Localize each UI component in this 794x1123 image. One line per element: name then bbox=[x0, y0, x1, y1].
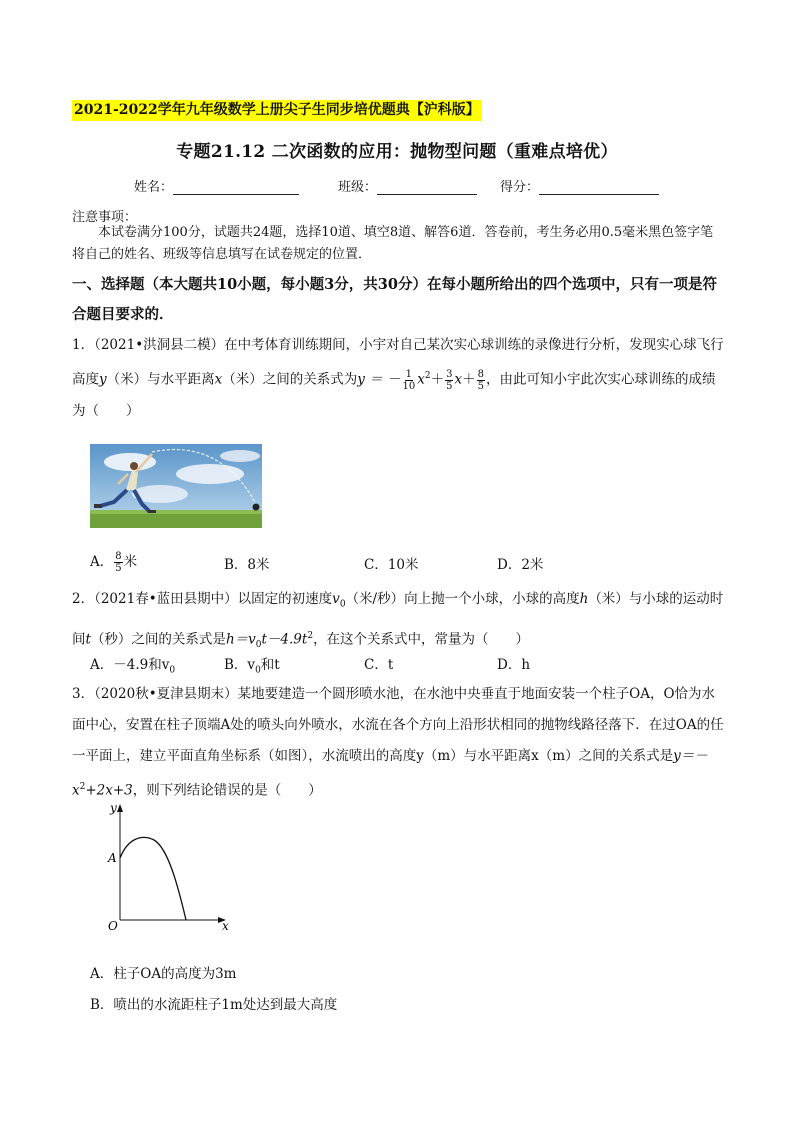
y-axis-arrow bbox=[117, 804, 123, 812]
question-text: ，由此可知小宇此次实心球训练的成绩为（ ） bbox=[72, 371, 716, 419]
fraction-8-5: $\frac{8}{5}$ bbox=[115, 551, 122, 574]
section-heading: 一、选择题（本大题共10小题，每小题3分，共30分）在每小题所给出的四个选项中，只有一项是符合题目要求的． bbox=[72, 276, 717, 323]
page-title: 专题21.12 二次函数的应用：抛物型问题（重难点培优） bbox=[176, 142, 618, 162]
score-field-group bbox=[500, 176, 659, 195]
parabola-graph bbox=[98, 802, 238, 936]
question-text: （米）之间的关系式为 bbox=[222, 371, 358, 388]
name-field-group bbox=[134, 176, 299, 195]
question-text: （米）与水平距离 bbox=[106, 371, 215, 388]
question-2: 2．（2021春•蓝田县期中）以固定的初速度$v_0$（米/秒）向上抛一个小球，小球的高度h（米）与小球的运动时间t（秒）之间的关系式是$h=v_0t-4.9t^2$，在这个关系式中，常量为（ ） bbox=[72, 591, 724, 650]
question-source: （2021•洪洞县二模） bbox=[94, 337, 225, 353]
question-source: （2020秋•夏津县期末） bbox=[94, 686, 238, 702]
q2-option-b[interactable]: B．$v_0$和t bbox=[224, 657, 280, 676]
fraction-1-10: $\frac{1}{10}$ bbox=[402, 368, 416, 392]
question-1: 1．（2021•洪洞县二模）在中考体育训练期间，小宇对自己某次实心球训练的录像进行分析，发现实心球飞行高度y（米）与水平距离x（米）之间的关系式为y ＝ － $\frac{1}{10}$ $x^2+$ $\frac{3}{5}$ x＋ $\frac{8}{5}$ ，由此可知小宇此次实心球训练的成绩为（ ） bbox=[72, 337, 724, 419]
x-axis-label: x bbox=[222, 919, 229, 933]
q2-option-a[interactable]: A．－4.9和$v_0$ bbox=[90, 657, 176, 676]
class-blank[interactable] bbox=[377, 180, 477, 195]
fraction-8-5: $\frac{8}{5}$ bbox=[477, 368, 484, 392]
q1-option-b[interactable]: B．8米 bbox=[224, 557, 270, 573]
series-title: 2021-2022学年九年级数学上册尖子生同步培优题典【沪科版】 bbox=[72, 100, 482, 121]
score-blank[interactable] bbox=[539, 180, 659, 195]
q2-option-c[interactable]: C．t bbox=[364, 657, 394, 673]
fraction-3-5: $\frac{3}{5}$ bbox=[446, 368, 453, 392]
q2-option-d[interactable]: D．h bbox=[497, 657, 531, 673]
q1-option-c[interactable]: C．10米 bbox=[364, 557, 419, 573]
question-source: （2021春•蓝田县期中） bbox=[94, 591, 238, 607]
class-label: 班级： bbox=[338, 180, 378, 195]
score-label: 得分： bbox=[500, 180, 540, 195]
var-x: x bbox=[214, 371, 223, 388]
q3-option-a[interactable]: A．柱子OA的高度为3m bbox=[90, 966, 237, 982]
question-number: 3． bbox=[72, 686, 95, 702]
var-y: y bbox=[99, 371, 107, 388]
notice-heading: 注意事项： bbox=[72, 210, 138, 225]
term-x: x bbox=[417, 371, 425, 388]
class-field-group bbox=[338, 176, 477, 195]
question-number: 1． bbox=[72, 337, 95, 353]
q1-option-d[interactable]: D．2米 bbox=[497, 557, 544, 573]
name-blank[interactable] bbox=[173, 180, 299, 195]
origin-label: O bbox=[108, 919, 118, 933]
q3-option-b[interactable]: B．喷出的水流距柱子1m处达到最大高度 bbox=[90, 997, 338, 1013]
y-axis-label: y bbox=[110, 802, 117, 815]
question-text: 在中考体育训练期间，小宇对自己某次实心球训练的录像进行分析，发现实心球飞行高度 bbox=[72, 337, 724, 388]
equation-lhs: y ＝ － bbox=[357, 371, 401, 388]
q1-option-a[interactable]: A． $\frac{8}{5}$ 米 bbox=[90, 551, 138, 574]
notice-body: 本试卷满分100分，试题共24题，选择10道、填空8道、解答6道．答卷前，考生务必用0.5毫米黑色签字笔将自己的姓名、班级等信息填写在试卷规定的位置． bbox=[72, 225, 714, 262]
shot-put-illustration bbox=[90, 444, 262, 528]
point-a-label: A bbox=[108, 851, 117, 865]
term-x: x bbox=[454, 371, 463, 388]
question-number: 2． bbox=[72, 591, 95, 607]
name-label: 姓名： bbox=[134, 180, 174, 195]
question-3: 3．（2020秋•夏津县期末）某地要建造一个圆形喷水池，在水池中央垂直于地面安装一个柱子OA，O恰为水面中心，安置在柱子顶端A处的喷头向外喷水，水流在各个方向上沿形状相同的抛物线路径落下．在过OA的任一平面上，建立平面直角坐标系（如图），水流喷出的高度y（m）与水平距离x（m）之间的关系式是$y=-x^2+2x+3$，则下列结论错误的是（ ） bbox=[72, 686, 724, 799]
parabola-curve bbox=[120, 837, 186, 920]
